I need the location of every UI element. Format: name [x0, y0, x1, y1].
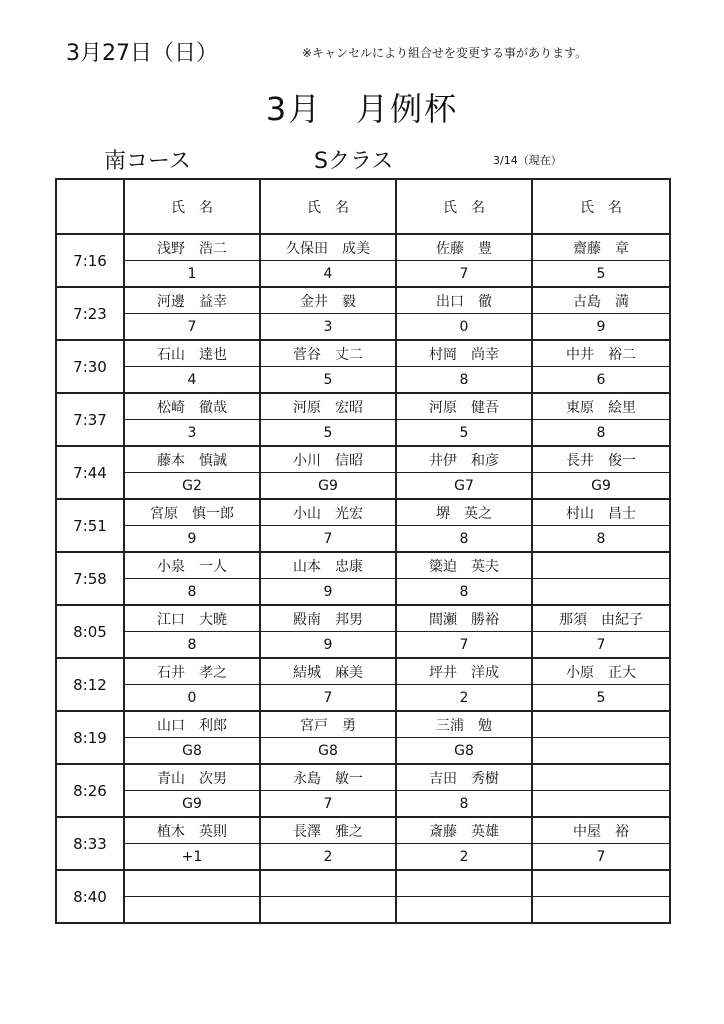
player-name: 井伊 和彦 — [396, 446, 532, 473]
name-column-header: 氏 名 — [532, 179, 670, 234]
player-name: 小川 信昭 — [260, 446, 396, 473]
table-row-names — [56, 711, 670, 738]
tee-time: 7:16 — [56, 234, 124, 287]
player-score — [124, 897, 260, 924]
player-name: 青山 次男 — [124, 764, 260, 791]
name-column-header: 氏 名 — [260, 179, 396, 234]
player-score — [396, 897, 532, 924]
player-name: 永島 敏一 — [260, 764, 396, 791]
table-row-scores — [56, 526, 670, 553]
player-score: 7 — [532, 844, 670, 871]
player-name — [532, 870, 670, 897]
player-name: 宮原 慎一郎 — [124, 499, 260, 526]
player-score: 8 — [124, 579, 260, 606]
player-name: 久保田 成美 — [260, 234, 396, 261]
player-score — [532, 738, 670, 765]
table-row-scores — [56, 261, 670, 288]
player-name — [396, 870, 532, 897]
player-score: G9 — [124, 791, 260, 818]
player-name: 斎藤 英雄 — [396, 817, 532, 844]
table-row-names — [56, 340, 670, 367]
player-score: 7 — [260, 685, 396, 712]
tee-time: 8:33 — [56, 817, 124, 870]
player-score: 5 — [260, 420, 396, 447]
tee-time: 7:30 — [56, 340, 124, 393]
player-score: 8 — [532, 526, 670, 553]
player-score: 0 — [396, 314, 532, 341]
player-score: 7 — [396, 261, 532, 288]
player-name: 山口 利郎 — [124, 711, 260, 738]
tee-time: 8:40 — [56, 870, 124, 923]
player-name: 簗迫 英夫 — [396, 552, 532, 579]
player-score: 5 — [396, 420, 532, 447]
player-score: 9 — [260, 632, 396, 659]
player-score — [532, 897, 670, 924]
player-name: 那須 由紀子 — [532, 605, 670, 632]
pairing-rows — [56, 234, 670, 923]
player-name: 坪井 洋成 — [396, 658, 532, 685]
table-row-scores — [56, 420, 670, 447]
player-name: 植木 英則 — [124, 817, 260, 844]
player-score: 4 — [260, 261, 396, 288]
table-row-scores — [56, 367, 670, 394]
player-score: G8 — [260, 738, 396, 765]
player-score: G7 — [396, 473, 532, 500]
player-name: 長井 俊一 — [532, 446, 670, 473]
player-name — [532, 711, 670, 738]
table-row-names — [56, 764, 670, 791]
player-score — [260, 897, 396, 924]
player-score: 7 — [260, 791, 396, 818]
player-name: 佐藤 豊 — [396, 234, 532, 261]
as-of-date: 3/14（現在） — [493, 154, 562, 167]
player-score: 3 — [260, 314, 396, 341]
table-row-scores — [56, 738, 670, 765]
player-name — [532, 764, 670, 791]
table-row-scores — [56, 844, 670, 871]
player-name: 河原 健吾 — [396, 393, 532, 420]
player-name: 小泉 一人 — [124, 552, 260, 579]
table-row-names — [56, 499, 670, 526]
player-score: G8 — [396, 738, 532, 765]
table-row-names — [56, 870, 670, 897]
player-name: 山本 忠康 — [260, 552, 396, 579]
player-score: 7 — [260, 526, 396, 553]
player-name: 長澤 雅之 — [260, 817, 396, 844]
player-score: 2 — [396, 844, 532, 871]
player-name: 江口 大暁 — [124, 605, 260, 632]
table-row-scores — [56, 685, 670, 712]
player-score: 9 — [532, 314, 670, 341]
player-name: 石井 孝之 — [124, 658, 260, 685]
tee-time: 8:05 — [56, 605, 124, 658]
player-name: 結城 麻美 — [260, 658, 396, 685]
player-name: 藤本 慎誠 — [124, 446, 260, 473]
player-name: 東原 絵里 — [532, 393, 670, 420]
player-score: G2 — [124, 473, 260, 500]
player-name — [124, 870, 260, 897]
player-score: +1 — [124, 844, 260, 871]
player-score — [532, 791, 670, 818]
player-name: 浅野 浩二 — [124, 234, 260, 261]
table-row-names — [56, 658, 670, 685]
table-row-names — [56, 287, 670, 314]
tee-time: 7:51 — [56, 499, 124, 552]
player-score: 0 — [124, 685, 260, 712]
player-score: 8 — [396, 526, 532, 553]
player-score: 2 — [260, 844, 396, 871]
table-row-scores — [56, 897, 670, 924]
table-row-scores — [56, 579, 670, 606]
player-score: 5 — [260, 367, 396, 394]
player-name: 吉田 秀樹 — [396, 764, 532, 791]
tee-time: 8:26 — [56, 764, 124, 817]
player-name: 金井 毅 — [260, 287, 396, 314]
player-name — [532, 552, 670, 579]
player-name: 小原 正大 — [532, 658, 670, 685]
player-name: 齋藤 章 — [532, 234, 670, 261]
player-name: 中井 裕二 — [532, 340, 670, 367]
pairing-table — [55, 178, 671, 924]
tee-time: 7:44 — [56, 446, 124, 499]
tee-time: 7:23 — [56, 287, 124, 340]
player-name: 堺 英之 — [396, 499, 532, 526]
name-column-header: 氏 名 — [124, 179, 260, 234]
player-name: 河原 宏昭 — [260, 393, 396, 420]
player-score: 7 — [532, 632, 670, 659]
player-name: 菅谷 丈二 — [260, 340, 396, 367]
table-row-scores — [56, 473, 670, 500]
player-name: 小山 光宏 — [260, 499, 396, 526]
player-score: 7 — [124, 314, 260, 341]
player-score: 5 — [532, 685, 670, 712]
player-name: 村山 昌士 — [532, 499, 670, 526]
player-score: G9 — [260, 473, 396, 500]
header-row — [56, 179, 670, 234]
table-row-names — [56, 552, 670, 579]
player-name: 石山 達也 — [124, 340, 260, 367]
player-score: 6 — [532, 367, 670, 394]
player-score: G8 — [124, 738, 260, 765]
player-score: 2 — [396, 685, 532, 712]
player-score: G9 — [532, 473, 670, 500]
player-score: 7 — [396, 632, 532, 659]
player-score — [532, 579, 670, 606]
name-column-header: 氏 名 — [396, 179, 532, 234]
player-score: 8 — [124, 632, 260, 659]
player-score: 8 — [396, 367, 532, 394]
tee-time: 7:37 — [56, 393, 124, 446]
player-score: 5 — [532, 261, 670, 288]
player-score: 1 — [124, 261, 260, 288]
class-name: Sクラス — [314, 149, 394, 174]
player-name: 古島 満 — [532, 287, 670, 314]
player-name: 松崎 徹哉 — [124, 393, 260, 420]
player-name: 出口 徹 — [396, 287, 532, 314]
cancellation-note: ※キャンセルにより組合せを変更する事があります。 — [302, 46, 588, 60]
table-row-scores — [56, 314, 670, 341]
tee-time: 8:12 — [56, 658, 124, 711]
course-name: 南コース — [104, 149, 191, 174]
player-score: 8 — [396, 791, 532, 818]
player-name: 三浦 勉 — [396, 711, 532, 738]
player-name — [260, 870, 396, 897]
player-name: 宮戸 勇 — [260, 711, 396, 738]
tee-time: 8:19 — [56, 711, 124, 764]
player-name: 殿南 邦男 — [260, 605, 396, 632]
table-row-names — [56, 234, 670, 261]
table-row-names — [56, 446, 670, 473]
player-score: 8 — [532, 420, 670, 447]
player-name: 間瀬 勝裕 — [396, 605, 532, 632]
page-title: 3月 月例杯 — [265, 90, 459, 128]
table-row-names — [56, 393, 670, 420]
tee-time: 7:58 — [56, 552, 124, 605]
player-score: 9 — [124, 526, 260, 553]
player-score: 8 — [396, 579, 532, 606]
player-score: 4 — [124, 367, 260, 394]
event-date: 3月27日（日） — [66, 41, 218, 66]
table-row-names — [56, 817, 670, 844]
table-row-scores — [56, 791, 670, 818]
player-name: 中屋 裕 — [532, 817, 670, 844]
table-row-scores — [56, 632, 670, 659]
player-score: 9 — [260, 579, 396, 606]
player-score: 3 — [124, 420, 260, 447]
time-column-header — [56, 179, 124, 234]
table-row-names — [56, 605, 670, 632]
player-name: 村岡 尚幸 — [396, 340, 532, 367]
player-name: 河邊 益幸 — [124, 287, 260, 314]
